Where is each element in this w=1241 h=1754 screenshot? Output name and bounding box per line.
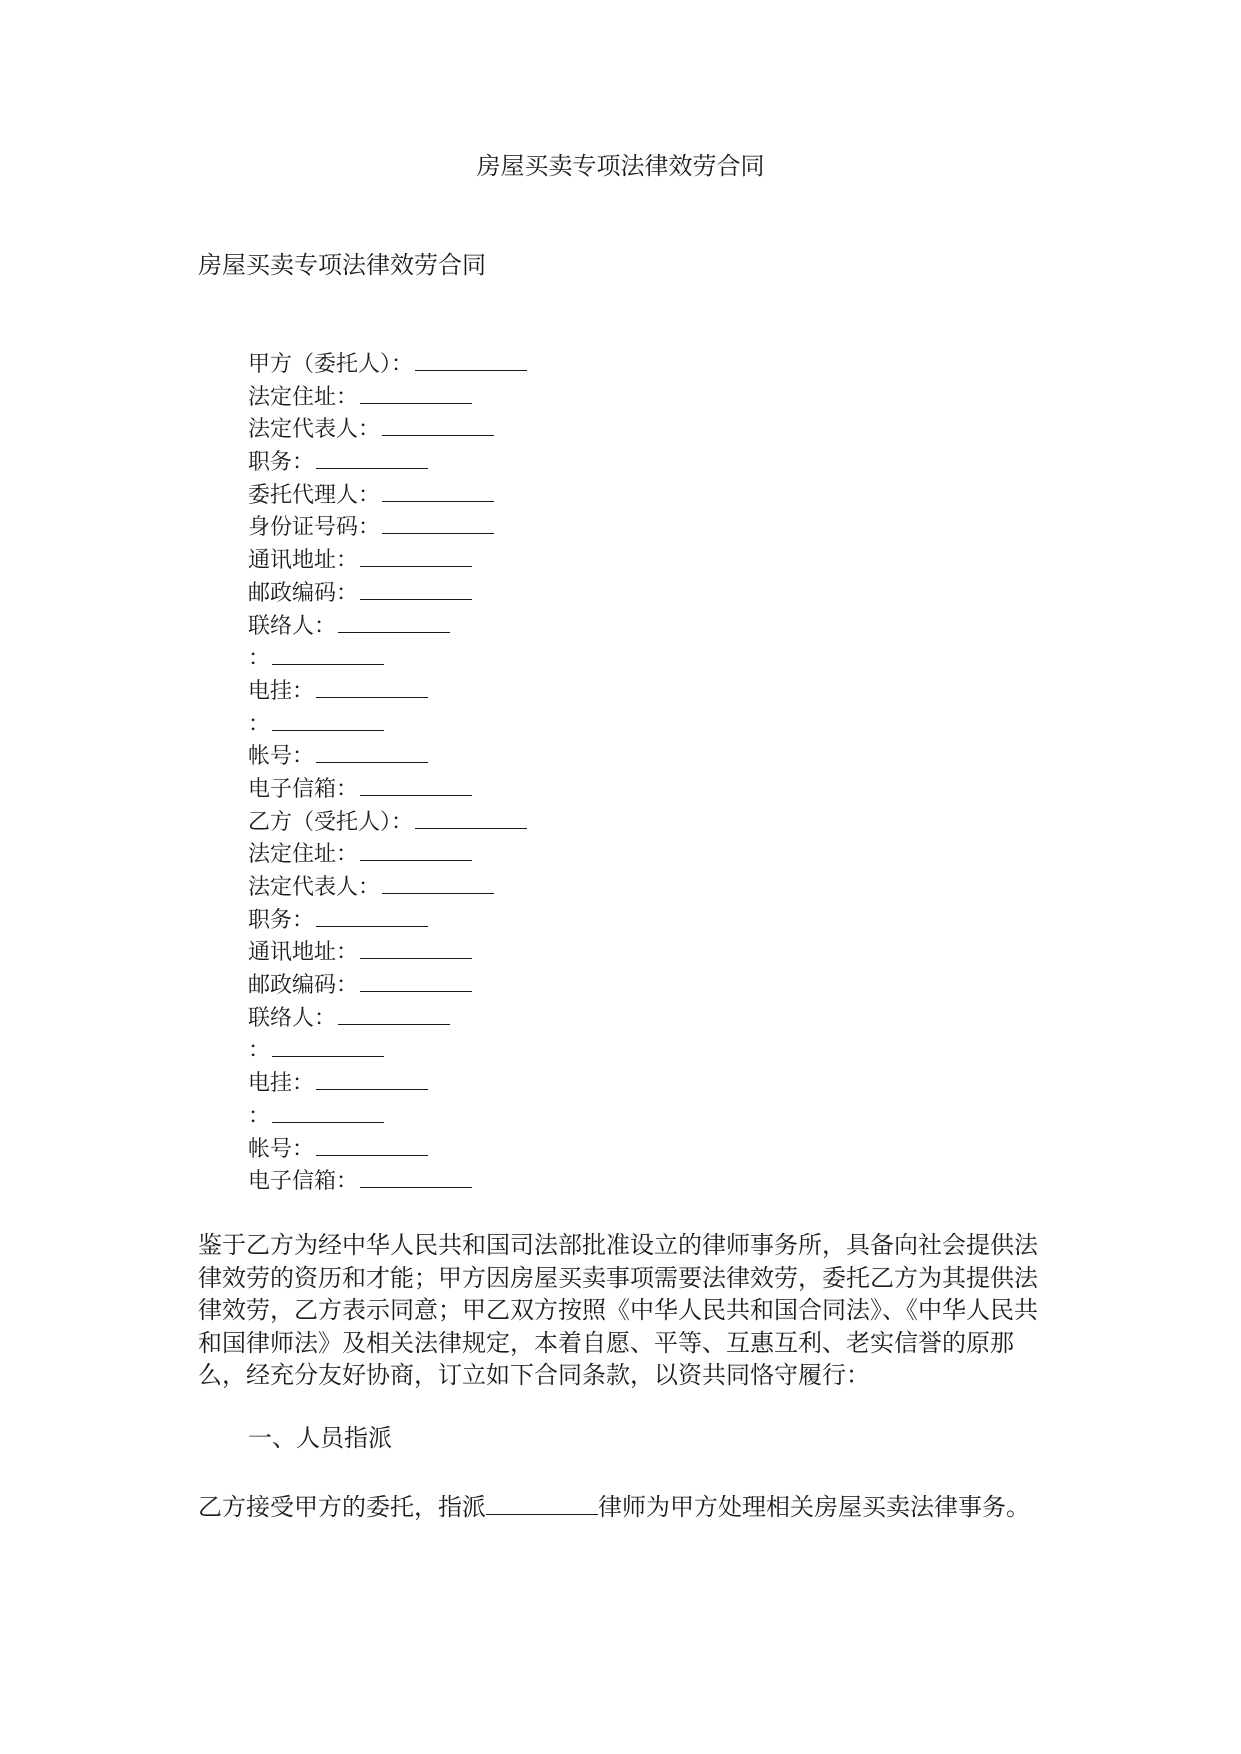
form-field-row [248, 708, 527, 741]
party-info-fields [248, 348, 527, 1198]
field-blank-line[interactable] [316, 740, 428, 763]
field-label: ： [248, 1103, 271, 1129]
assignment-text-before: 乙方接受甲方的委托，指派 [198, 1493, 486, 1521]
form-field-row [248, 740, 527, 773]
field-blank-line[interactable] [316, 675, 428, 698]
field-label: 邮政编码： [248, 973, 359, 999]
field-blank-line[interactable] [360, 381, 472, 404]
field-label: 电挂： [248, 678, 315, 704]
field-label: 通讯地址： [248, 548, 359, 574]
field-blank-line[interactable] [382, 413, 494, 436]
field-label: 邮政编码： [248, 580, 359, 606]
field-blank-line[interactable] [415, 348, 527, 371]
field-blank-line[interactable] [338, 610, 450, 633]
field-label: 帐号： [248, 1136, 315, 1162]
field-blank-line[interactable] [415, 806, 527, 829]
field-label: 委托代理人： [248, 482, 381, 508]
field-blank-line[interactable] [316, 904, 428, 927]
field-label: 身份证号码： [248, 515, 381, 541]
field-blank-line[interactable] [316, 1133, 428, 1156]
form-field-row [248, 381, 527, 414]
form-field-row [248, 577, 527, 610]
form-field-row [248, 1133, 527, 1166]
form-field-row [248, 1100, 527, 1133]
field-label: 电子信箱： [248, 1169, 359, 1195]
field-label: 法定住址： [248, 384, 359, 410]
field-blank-line[interactable] [382, 871, 494, 894]
form-field-row [248, 1034, 527, 1067]
field-blank-line[interactable] [360, 544, 472, 567]
field-label: ： [248, 1038, 271, 1064]
field-label: 乙方（受托人）： [248, 809, 414, 835]
field-blank-line[interactable] [360, 773, 472, 796]
field-blank-line[interactable] [272, 1100, 384, 1123]
field-label: 联络人： [248, 613, 337, 639]
form-field-row [248, 675, 527, 708]
form-field-row [248, 413, 527, 446]
field-blank-line[interactable] [316, 446, 428, 469]
field-label: 法定代表人： [248, 875, 381, 900]
form-field-row [248, 806, 527, 839]
field-label: 法定住址： [248, 842, 359, 868]
field-blank-line[interactable] [360, 577, 472, 600]
field-blank-line[interactable] [338, 1002, 450, 1025]
form-field-row [248, 871, 527, 904]
field-blank-line[interactable] [382, 479, 494, 502]
form-field-row [248, 511, 527, 544]
form-field-row [248, 936, 527, 969]
field-blank-line[interactable] [360, 936, 472, 959]
field-blank-line[interactable] [316, 1067, 428, 1090]
form-field-row [248, 969, 527, 1002]
form-field-row [248, 904, 527, 937]
form-field-row [248, 479, 527, 512]
field-label: 职务： [248, 450, 315, 476]
form-field-row [248, 1067, 527, 1100]
field-blank-line[interactable] [360, 838, 472, 861]
field-label: 甲方（委托人）： [248, 352, 414, 377]
document-heading: 房屋买卖专项法律效劳合同 [198, 251, 486, 279]
lawyer-name-blank[interactable] [486, 1492, 598, 1515]
field-blank-line[interactable] [272, 642, 384, 665]
form-field-row [248, 348, 527, 381]
field-label: ： [248, 711, 271, 737]
field-label: 通讯地址： [248, 940, 359, 966]
form-field-row [248, 544, 527, 577]
field-blank-line[interactable] [272, 708, 384, 731]
form-field-row [248, 642, 527, 675]
field-blank-line[interactable] [272, 1034, 384, 1057]
form-field-row [248, 1002, 527, 1035]
section-heading-personnel: 一、人员指派 [248, 1424, 392, 1452]
field-label: 职务： [248, 907, 315, 933]
intro-paragraph: 鉴于乙方为经中华人民共和国司法部批准设立的律师事务所，具备向社会提供法律效劳的资历和才能；甲方因房屋买卖事项需要法律效劳，委托乙方为其提供法律效劳，乙方表示同意；甲乙双方按照《中华人民共和国合同法》、《中华人民共和国律师法》及相关法律规定，本着自愿、平等、互惠互利、老实信誉的原那么，经充分友好协商，订立如下合同条款，以资共同恪守履行： [198, 1231, 1038, 1389]
field-blank-line[interactable] [382, 511, 494, 534]
field-label: 电挂： [248, 1071, 315, 1097]
page-title: 房屋买卖专项法律效劳合同 [476, 152, 765, 180]
form-field-row [248, 446, 527, 479]
field-blank-line[interactable] [360, 1165, 472, 1188]
field-label: 法定代表人： [248, 417, 381, 443]
field-blank-line[interactable] [360, 969, 472, 992]
field-label: ： [248, 646, 271, 672]
form-field-row [248, 1165, 527, 1198]
assignment-text-after: 律师为甲方处理相关房屋买卖法律事务。 [598, 1493, 1030, 1521]
field-label: 电子信箱： [248, 776, 359, 802]
form-field-row [248, 773, 527, 806]
field-label: 联络人： [248, 1005, 337, 1031]
form-field-row [248, 610, 527, 643]
field-label: 帐号： [248, 744, 315, 770]
form-field-row [248, 838, 527, 871]
assignment-paragraph [198, 1491, 1046, 1524]
